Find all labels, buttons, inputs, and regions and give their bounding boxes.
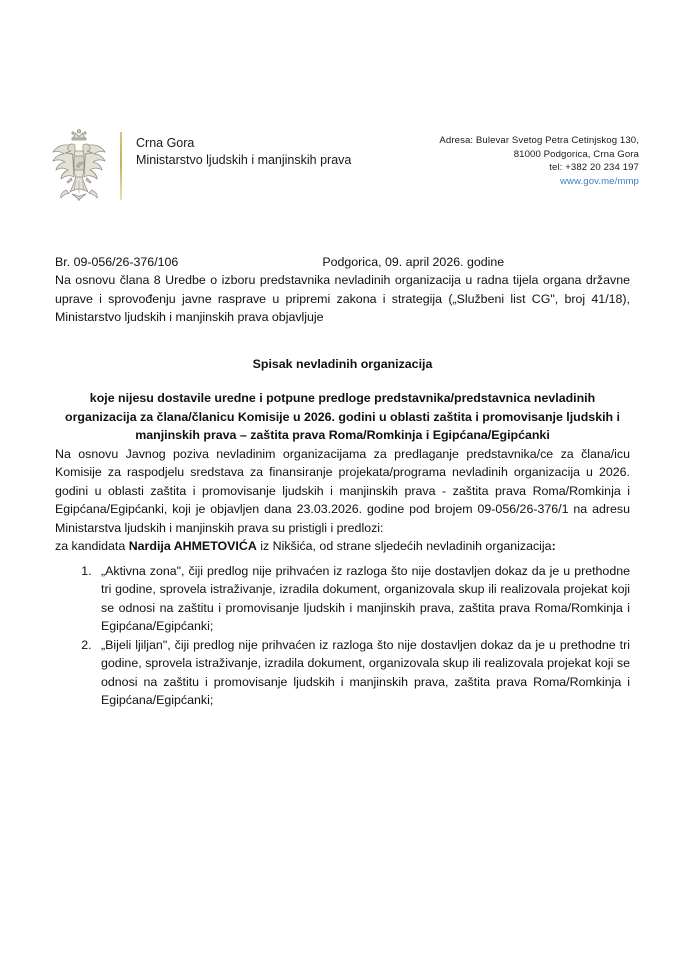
candidate-middle: iz Nikšića, od strane sljedećih nevladinih organizacija (256, 539, 552, 553)
ministry-name: Ministarstvo ljudskih i manjinskih prava (136, 153, 352, 167)
ministry-branding (48, 128, 351, 206)
list-item: 1. „Aktivna zona", čiji predlog nije prihvaćen iz razloga što nije dostavljen dokaz da je u prethodne tri godine, sprovela istraživanje, izradila dokument, organizovala skup ili realizovala projekat koji se odnosi na zaštitu i promovisanje ljudskih i manjinskih prava, zaštita prava Roma/Romkinja i Egipćana/Egipćanki; (95, 562, 630, 636)
candidate-prefix: za kandidata (55, 539, 129, 553)
address-phone: tel: +382 20 234 197 (549, 162, 639, 174)
document-body (0, 271, 679, 710)
place-and-date: Podgorica, 09. april 2026. godine (322, 255, 505, 269)
address-block (439, 128, 639, 188)
list-item: 2. „Bijeli ljiljan", čiji predlog nije prihvaćen iz razloga što nije dostavljen dokaz da je u prethodne tri godine, sprovela istraživanje, izradila dokument, organizovala skup ili realizovala projekat koji se odnosi na zaštitu i promovisanje ljudskih i manjinskih prava, zaštita prava Roma/Romkinja i Egipćana/Egipćanki; (95, 636, 630, 710)
website-link[interactable]: www.gov.me/mmp (559, 175, 639, 187)
organization-list (55, 562, 630, 710)
page-title: Spisak nevladinih organizacija (252, 356, 433, 371)
document-title-block (55, 355, 630, 445)
address-line-1: Adresa: Bulevar Svetog Petra Cetinjskog 130, (439, 135, 639, 146)
brand-text (136, 128, 351, 206)
reference-date-row (0, 206, 679, 271)
document-reference-number: Br. 09-056/26-376/106 (55, 255, 179, 269)
letterhead (0, 0, 679, 206)
candidate-suffix: : (551, 539, 556, 553)
legal-basis-paragraph: Na osnovu člana 8 Uredbe o izboru predstavnika nevladinih organizacija u radna tijela organa državne uprave i sprovođenju javne rasprave u pripremi zakona i strategija („Službeni list CG", broj 41/18), Ministarstvo ljudskih i manjinskih prava objavljuje (55, 273, 630, 324)
montenegro-coat-of-arms-icon (48, 128, 110, 206)
public-call-paragraph: Na osnovu Javnog poziva nevladinim organizacijama za predlaganje predstavnika/ce za člana/icu Komisije za raspodjelu sredstava za finansiranje projekata/programa nevladinih organizacija u 2026. godini u oblasti zaštita i promovisanje ljudskih i manjinskih prava - zaštita prava Roma/Romkinja i Egipćana/Egipćanki, koji je objavljen dana 23.03.2026. godine pod brojem 09-056/26-376/1 na adresu Ministarstva ljudskih i manjinskih prava su pristigli i predlozi: (55, 446, 630, 535)
candidate-paragraph (55, 537, 630, 556)
brand-divider (120, 132, 122, 200)
candidate-name: Nardija AHMETOVIĆA (128, 539, 257, 553)
country-name: Crna Gora (136, 136, 195, 150)
address-line-2: 81000 Podgorica, Crna Gora (513, 148, 639, 160)
page-subtitle: koje nijesu dostavile uredne i potpune predloge predstavnika/predstavnica nevladinih organizacija za člana/članicu Komisije u 2026. godini u oblasti zaštita i promovisanje ljudskih i manjinskih prava – zaštita prava Roma/Romkinja i Egipćana/Egipćanki (65, 391, 620, 442)
